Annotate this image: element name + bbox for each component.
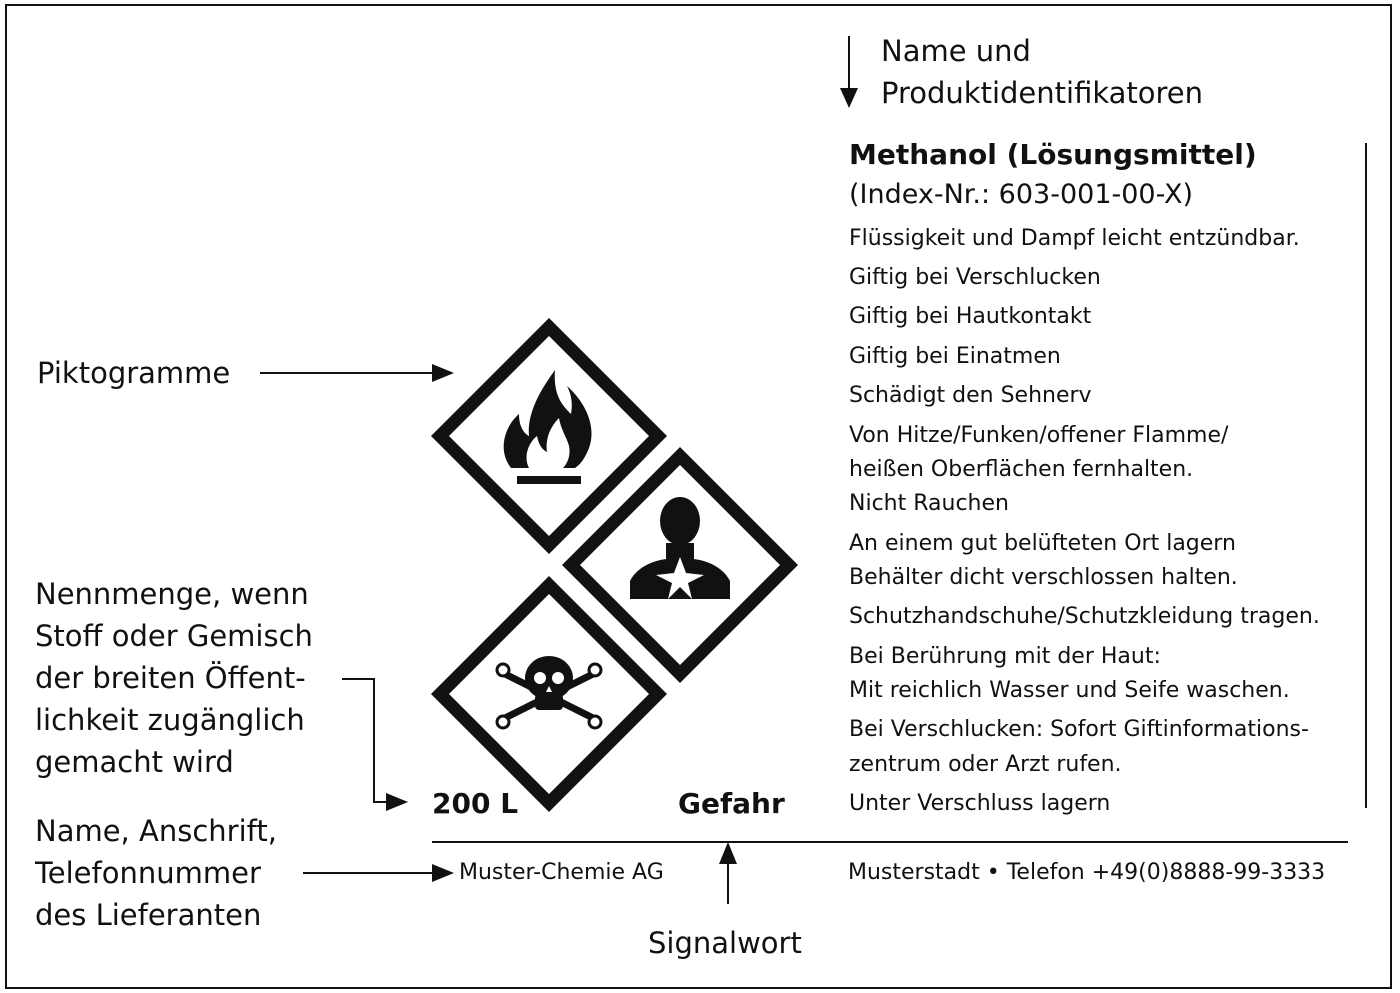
name-header-arrow: [840, 36, 858, 108]
statement-7: heißen Oberflächen fernhalten.: [849, 457, 1194, 482]
statement-6: Von Hitze/Funken/offener Flamme/: [849, 423, 1229, 448]
statement-5: Schädigt den Sehnerv: [849, 383, 1092, 408]
statement-1: Flüssigkeit und Dampf leicht entzündbar.: [849, 226, 1300, 251]
statement-16: Unter Verschluss lagern: [849, 791, 1111, 816]
statement-9: An einem gut belüfteten Ort lagern: [849, 531, 1236, 556]
annotation-name-header-line-1: Name und: [881, 34, 1031, 68]
statement-3: Giftig bei Hautkontakt: [849, 304, 1092, 329]
signal-word-arrow: [719, 842, 737, 904]
supplier-name: Muster-Chemie AG: [459, 860, 664, 885]
annotation-quantity-line-1: Nennmenge, wenn: [35, 577, 309, 611]
annotation-quantity-line-4: lichkeit zugänglich: [35, 703, 305, 737]
supplier-arrow: [303, 864, 454, 882]
statement-2: Giftig bei Verschlucken: [849, 265, 1101, 290]
statement-4: Giftig bei Einatmen: [849, 344, 1061, 369]
annotation-signal-word: Signalwort: [648, 926, 802, 960]
product-name: Methanol (Lösungsmittel): [849, 138, 1257, 171]
quantity-arrow: [342, 679, 408, 811]
statement-14: Bei Verschlucken: Sofort Giftinformations-: [849, 717, 1309, 742]
annotation-quantity-line-2: Stoff oder Gemisch: [35, 619, 313, 653]
annotation-supplier-line-1: Name, Anschrift,: [35, 814, 277, 848]
quantity-value: 200 L: [432, 787, 519, 820]
annotation-quantity-line-5: gemacht wird: [35, 745, 234, 779]
annotation-quantity-line-3: der breiten Öffent-: [35, 661, 306, 695]
annotation-name-header-line-2: Produktidentifikatoren: [881, 76, 1204, 110]
pictograms-arrow: [260, 364, 454, 382]
supplier-contact: Musterstadt • Telefon +49(0)8888-99-3333: [848, 860, 1326, 885]
index-number: (Index-Nr.: 603-001-00-X): [849, 179, 1194, 210]
annotation-supplier-line-2: Telefonnummer: [35, 856, 261, 890]
statement-11: Schutzhandschuhe/Schutzkleidung tragen.: [849, 604, 1320, 629]
annotation-pictograms: Piktogramme: [37, 356, 231, 390]
signal-word: Gefahr: [678, 787, 785, 820]
statement-15: zentrum oder Arzt rufen.: [849, 752, 1122, 777]
statement-8: Nicht Rauchen: [849, 491, 1009, 516]
annotation-supplier-line-3: des Lieferanten: [35, 898, 262, 932]
statement-12: Bei Berührung mit der Haut:: [849, 644, 1161, 669]
statement-13: Mit reichlich Wasser und Seife waschen.: [849, 678, 1290, 703]
statement-10: Behälter dicht verschlossen halten.: [849, 565, 1238, 590]
